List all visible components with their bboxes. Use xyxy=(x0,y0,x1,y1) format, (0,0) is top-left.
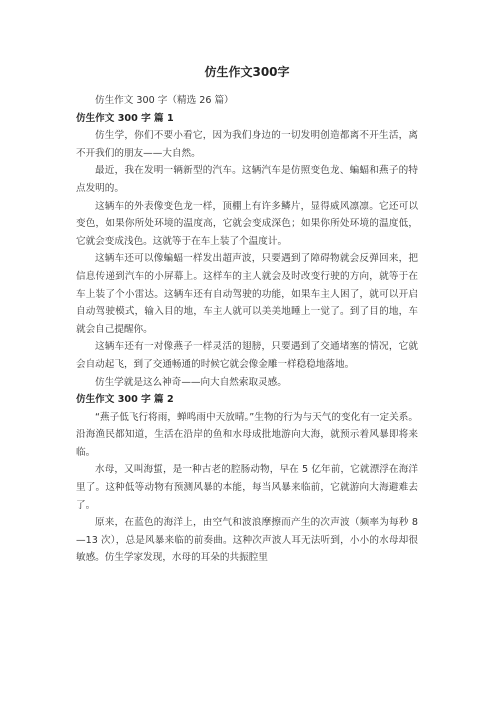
paragraph: 这辆车还有一对像燕子一样灵活的翅膀，只要遇到了交通堵塞的情况，它就会自动起飞，到了交通畅通的时候它就会像金雕一样稳稳地落地。 xyxy=(76,341,418,370)
paragraph: “燕子低飞行将雨，蝉鸣雨中天放晴。”生物的行为与天气的变化有一定关系。沿海渔民都知道，生活在沿岸的鱼和水母成批地游向大海，就预示着风暴即将来临。 xyxy=(76,411,418,458)
document-title: 仿生作文300字 xyxy=(204,65,290,79)
paragraph: 仿生学，你们不要小看它，因为我们身边的一切发明创造都离不开生活，离不开我们的朋友——大自然。 xyxy=(76,130,418,159)
document-body xyxy=(76,92,418,567)
paragraph: 这辆车的外表像变色龙一样，顶棚上有许多鳞片，显得威风凛凛。它还可以变色，如果你所处环境的温度高，它就会变成深色；如果你所处环境的温度低，它就会变成浅色。这就等于在车上装了个温度计。 xyxy=(76,200,418,247)
section-heading-2: 仿生作文 300 字 篇 2 xyxy=(76,394,174,406)
section-heading-1: 仿生作文 300 字 篇 1 xyxy=(76,112,174,124)
paragraph: 最近，我在发明一辆新型的汽车。这辆汽车是仿照变色龙、蝙蝠和燕子的特点发明的。 xyxy=(76,165,418,194)
paragraph: 仿生学就是这么神奇——向大自然索取灵感。 xyxy=(95,376,287,388)
paragraph: 这辆车还可以像蝙蝠一样发出超声波，只要遇到了障碍物就会反弹回来，把信息传递到汽车的小屏幕上。这样车的主人就会及时改变行驶的方向，就等于在车上装了个小雷达。这辆车还有自动驾驶的功能，如果车主人困了，就可以开启自动驾驶模式，输入目的地，车主人就可以美美地睡上一觉了。到了目的地，车就会自己提醒你。 xyxy=(76,253,418,335)
document-subtitle: 仿生作文 300 字（精选 26 篇） xyxy=(95,95,234,106)
paragraph: 水母，又叫海蜇，是一种古老的腔肠动物，早在 5 亿年前，它就漂浮在海洋里了。这种低等动物有预测风暴的本能，每当风暴来临前，它就游向大海避难去了。 xyxy=(76,464,418,511)
paragraph: 原来，在蓝色的海洋上，由空气和波浪摩擦而产生的次声波（频率为每秒 8—13 次），总是风暴来临的前奏曲。这种次声波人耳无法听到，小小的水母却很敏感。仿生学家发现，水母的耳朵的共振腔里 xyxy=(76,517,418,564)
